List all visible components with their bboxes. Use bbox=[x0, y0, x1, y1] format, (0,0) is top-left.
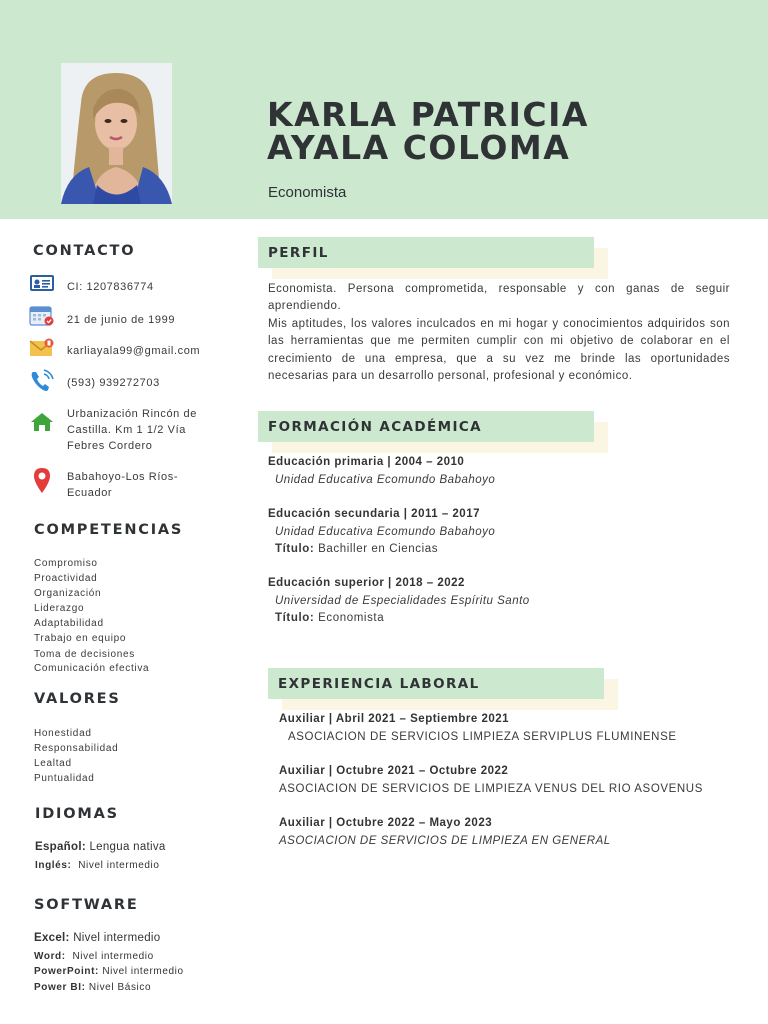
job-company: ASOCIACION DE SERVICIOS DE LIMPIEZA EN GENERAL bbox=[279, 835, 611, 847]
degree-label: Título: bbox=[275, 543, 315, 555]
value-item: Responsabilidad bbox=[34, 743, 119, 754]
contact-email: karliayala99@gmail.com bbox=[67, 345, 201, 357]
education-degree bbox=[275, 543, 438, 555]
education-entry-heading: Educación primaria | 2004 – 2010 bbox=[268, 456, 465, 468]
contact-address bbox=[67, 406, 197, 454]
address-line-3: Febres Cordero bbox=[67, 440, 153, 452]
excel-level: Nivel intermedio bbox=[73, 932, 161, 944]
calendar-icon bbox=[29, 305, 55, 329]
profession-title: Economista bbox=[268, 184, 347, 201]
address-line-1: Urbanización Rincón de bbox=[67, 408, 197, 420]
profile-section-header bbox=[258, 237, 594, 268]
contact-heading: CONTACTO bbox=[33, 243, 136, 259]
education-section-header bbox=[258, 411, 594, 442]
values-heading: VALORES bbox=[34, 691, 121, 707]
language-spanish bbox=[35, 841, 166, 853]
profile-photo bbox=[61, 63, 172, 204]
education-school: Unidad Educativa Ecomundo Babahoyo bbox=[275, 526, 496, 538]
language-english bbox=[35, 860, 160, 871]
software-word bbox=[34, 951, 154, 962]
skill-item: Comunicación efectiva bbox=[34, 663, 150, 674]
skill-item: Adaptabilidad bbox=[34, 618, 104, 629]
home-icon bbox=[29, 411, 55, 435]
spanish-label: Español: bbox=[35, 841, 86, 853]
full-name bbox=[267, 95, 589, 167]
word-label: Word: bbox=[34, 951, 66, 962]
contact-city bbox=[67, 469, 178, 501]
degree-value: Economista bbox=[318, 612, 385, 624]
name-line-1: KARLA PATRICIA bbox=[267, 95, 589, 134]
email-icon bbox=[29, 337, 55, 361]
education-entry-heading: Educación secundaria | 2011 – 2017 bbox=[268, 508, 480, 520]
skill-item: Toma de decisiones bbox=[34, 649, 135, 660]
portrait-image bbox=[61, 63, 172, 204]
powerbi-level: Nivel Básico bbox=[88, 982, 152, 993]
contact-ci: CI: 1207836774 bbox=[67, 281, 154, 293]
job-heading: Auxiliar | Octubre 2022 – Mayo 2023 bbox=[279, 817, 493, 829]
excel-label: Excel: bbox=[34, 932, 70, 944]
skill-item: Trabajo en equipo bbox=[34, 633, 127, 644]
address-line-2: Castilla. Km 1 1/2 Vía bbox=[67, 424, 186, 436]
value-item: Lealtad bbox=[34, 758, 72, 769]
powerpoint-label: PowerPoint: bbox=[34, 966, 99, 977]
location-pin-icon bbox=[29, 467, 55, 491]
profile-heading: PERFIL bbox=[268, 245, 329, 261]
education-entry-heading: Educación superior | 2018 – 2022 bbox=[268, 577, 465, 589]
skills-heading: COMPETENCIAS bbox=[34, 522, 184, 538]
id-card-icon bbox=[29, 273, 55, 297]
value-item: Honestidad bbox=[34, 728, 92, 739]
software-powerpoint bbox=[34, 966, 184, 977]
profile-summary bbox=[268, 281, 730, 385]
profile-paragraph-1: Economista. Persona comprometida, responsable y con ganas de seguir aprendiendo. bbox=[268, 283, 730, 313]
education-school: Unidad Educativa Ecomundo Babahoyo bbox=[275, 474, 496, 486]
phone-icon bbox=[29, 369, 55, 393]
powerpoint-level: Nivel intermedio bbox=[102, 966, 184, 977]
job-heading: Auxiliar | Abril 2021 – Septiembre 2021 bbox=[279, 713, 510, 725]
education-degree bbox=[275, 612, 384, 624]
city-line-2: Ecuador bbox=[67, 487, 113, 499]
profile-paragraph-2: Mis aptitudes, los valores inculcados en mi hogar y conocimientos adquiridos son las herramientas que me permiten cumplir con mi objetivo de colaborar en el crecimiento de una empresa, que a su vez me brinde las oportunidades necesarias para un desarrollo personal, profesional y económico. bbox=[268, 317, 730, 383]
education-school: Universidad de Especialidades Espíritu Santo bbox=[275, 595, 530, 607]
skill-item: Organización bbox=[34, 588, 102, 599]
software-powerbi bbox=[34, 982, 151, 993]
contact-phone: (593) 939272703 bbox=[67, 377, 160, 389]
powerbi-label: Power BI: bbox=[34, 982, 86, 993]
skill-item: Compromiso bbox=[34, 558, 98, 569]
job-company: ASOCIACION DE SERVICIOS LIMPIEZA SERVIPLUS FLUMINENSE bbox=[288, 731, 677, 743]
job-company: ASOCIACION DE SERVICIOS DE LIMPIEZA VENUS DEL RIO ASOVENUS bbox=[279, 783, 703, 795]
job-heading: Auxiliar | Octubre 2021 – Octubre 2022 bbox=[279, 765, 509, 777]
name-line-2: AYALA COLOMA bbox=[267, 128, 571, 167]
value-item: Puntualidad bbox=[34, 773, 95, 784]
spanish-level: Lengua nativa bbox=[89, 841, 166, 853]
education-heading: FORMACIÓN ACADÉMICA bbox=[268, 419, 483, 435]
word-level: Nivel intermedio bbox=[72, 951, 154, 962]
english-label: Inglés: bbox=[35, 860, 72, 871]
city-line-1: Babahoyo-Los Ríos- bbox=[67, 471, 179, 483]
software-heading: SOFTWARE bbox=[34, 897, 139, 913]
degree-label: Título: bbox=[275, 612, 315, 624]
skill-item: Proactividad bbox=[34, 573, 98, 584]
contact-birthdate: 21 de junio de 1999 bbox=[67, 314, 176, 326]
experience-section-header bbox=[268, 668, 604, 699]
skill-item: Liderazgo bbox=[34, 603, 85, 614]
languages-heading: IDIOMAS bbox=[35, 806, 119, 822]
degree-value: Bachiller en Ciencias bbox=[318, 543, 439, 555]
software-excel bbox=[34, 932, 160, 944]
experience-heading: EXPERIENCIA LABORAL bbox=[278, 676, 480, 692]
english-level: Nivel intermedio bbox=[78, 860, 160, 871]
